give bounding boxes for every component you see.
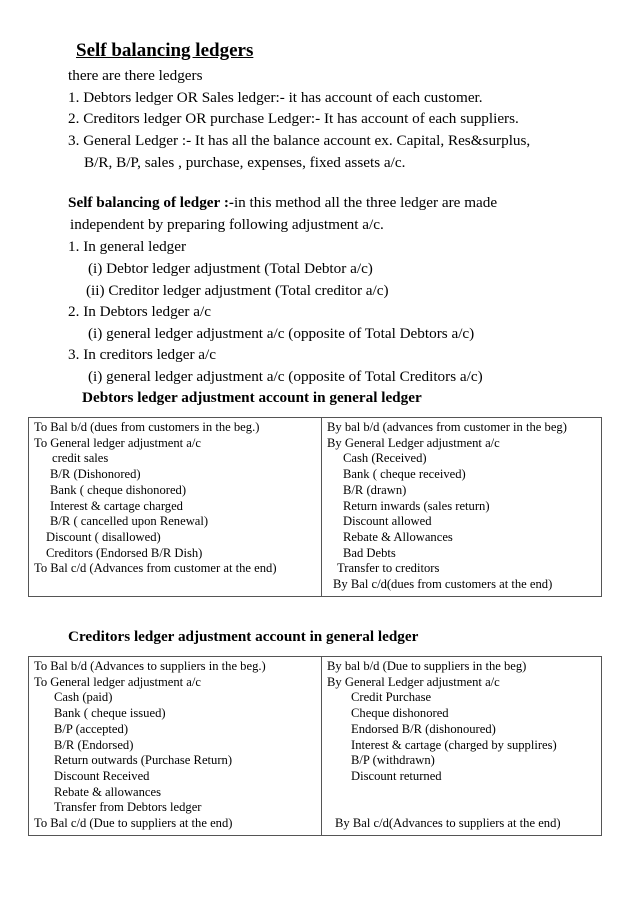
ledger-entry: By General Ledger adjustment a/c — [327, 435, 500, 450]
method-item: 3. In creditors ledger a/c — [68, 346, 217, 363]
ledger-entry: Cash (Received) — [343, 451, 427, 466]
debtors-ledger-table — [28, 417, 602, 597]
ledger-entry: B/R ( cancelled upon Renewal) — [50, 514, 209, 529]
table-row — [29, 418, 602, 597]
ledger-entry: Return inwards (sales return) — [343, 498, 490, 513]
credit-column — [322, 418, 602, 597]
ledger-entry: Bank ( cheque issued) — [54, 706, 166, 721]
creditors-ledger-table — [28, 656, 602, 836]
method-heading — [68, 193, 497, 213]
debit-column — [29, 418, 322, 597]
ledger-entry-blank — [327, 800, 597, 816]
ledger-entry: Bad Debts — [343, 545, 396, 560]
ledger-entry: By General Ledger adjustment a/c — [327, 674, 500, 689]
method-item: 2. In Debtors ledger a/c — [68, 303, 211, 320]
ledger-entry: Interest & cartage (charged by supplires) — [351, 737, 557, 752]
ledger-entry: B/P (accepted) — [54, 721, 129, 736]
table-row — [29, 657, 602, 836]
ledger-entry: By Bal c/d(dues from customers at the end) — [333, 577, 553, 592]
ledger-entry: Cheque dishonored — [351, 706, 449, 721]
ledger-entry: To Bal c/d (Advances from customer at the end) — [34, 561, 277, 576]
ledger-entry: Endorsed B/R (dishonoured) — [351, 721, 496, 736]
ledger-entry: B/R (drawn) — [343, 482, 407, 497]
method-item: (ii) Creditor ledger adjustment (Total creditor a/c) — [86, 282, 389, 299]
ledger-entry: Transfer to creditors — [337, 561, 440, 576]
method-item: (i) general ledger adjustment a/c (opposite of Total Debtors a/c) — [88, 325, 475, 342]
ledger-entry: To General ledger adjustment a/c — [34, 435, 201, 450]
ledger-entry: Creditors (Endorsed B/R Dish) — [46, 545, 203, 560]
ledger-entry: B/R (Endorsed) — [54, 737, 134, 752]
ledger-entry: Rebate & allowances — [54, 784, 162, 799]
debtors-table-caption: Debtors ledger adjustment account in general ledger — [82, 389, 422, 406]
ledger-entry: Interest & cartage charged — [50, 498, 183, 513]
ledger-entry: Credit Purchase — [351, 690, 432, 705]
ledger-entry: Transfer from Debtors ledger — [54, 800, 202, 815]
intro-line: 2. Creditors ledger OR purchase Ledger:- It has account of each suppliers. — [68, 110, 519, 127]
ledger-entry: B/R (Dishonored) — [50, 467, 141, 482]
ledger-entry: Bank ( cheque dishonored) — [50, 482, 187, 497]
ledger-entry: By bal b/d (advances from customer in the beg) — [327, 420, 567, 434]
method-lead: Self balancing of ledger :- — [68, 194, 234, 211]
ledger-entry: Cash (paid) — [54, 690, 113, 705]
ledger-entry: To Bal c/d (Due to suppliers at the end) — [34, 816, 233, 831]
method-item: 1. In general ledger — [68, 238, 187, 255]
ledger-entry: Discount ( disallowed) — [46, 529, 161, 544]
intro-line: B/R, B/P, sales , purchase, expenses, fixed assets a/c. — [84, 154, 406, 171]
debit-column — [29, 657, 322, 836]
intro-line: 1. Debtors ledger OR Sales ledger:- it has account of each customer. — [68, 89, 483, 106]
intro-line: 3. General Ledger :- It has all the balance account ex. Capital, Res&surplus, — [68, 132, 531, 149]
method-lead-rest: in this method all the three ledger are made — [233, 194, 498, 211]
intro-line: there are there ledgers — [68, 67, 203, 84]
credit-column — [322, 657, 602, 836]
page-title: Self balancing ledgers — [76, 40, 254, 61]
ledger-entry: Discount Received — [54, 768, 150, 783]
creditors-table-caption: Creditors ledger adjustment account in general ledger — [68, 628, 419, 645]
method-item: (i) Debtor ledger adjustment (Total Debtor a/c) — [88, 260, 373, 277]
method-line: independent by preparing following adjustment a/c. — [70, 216, 384, 233]
ledger-entry: Discount returned — [351, 768, 442, 783]
ledger-entry-blank — [327, 785, 597, 801]
ledger-entry: By Bal c/d(Advances to suppliers at the end) — [335, 816, 561, 830]
ledger-entry: Return outwards (Purchase Return) — [54, 753, 233, 768]
ledger-entry: credit sales — [52, 451, 109, 466]
ledger-entry: To General ledger adjustment a/c — [34, 674, 201, 689]
method-item: (i) general ledger adjustment a/c (opposite of Total Creditors a/c) — [88, 368, 483, 385]
ledger-entry: To Bal b/d (dues from customers in the beg.) — [34, 420, 260, 434]
ledger-entry: Bank ( cheque received) — [343, 467, 466, 482]
ledger-entry: By bal b/d (Due to suppliers in the beg) — [327, 659, 527, 673]
ledger-entry: B/P (withdrawn) — [351, 753, 435, 768]
ledger-entry: Discount allowed — [343, 514, 432, 529]
ledger-entry: To Bal b/d (Advances to suppliers in the beg.) — [34, 659, 266, 673]
ledger-entry: Rebate & Allowances — [343, 529, 453, 544]
